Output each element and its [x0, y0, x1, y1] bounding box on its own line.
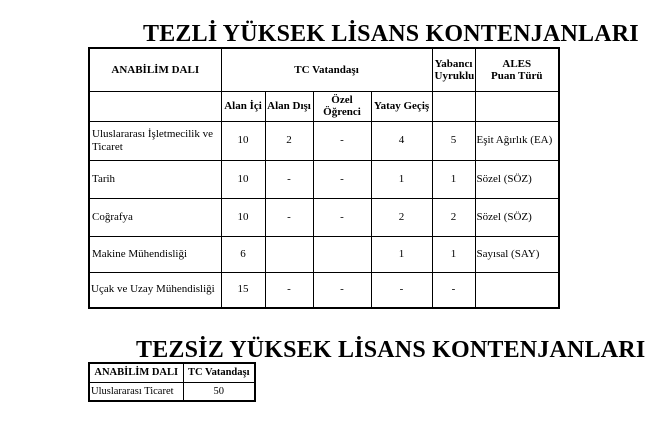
header-yatay-gecis: Yatay Geçiş: [371, 91, 432, 121]
cell-alan-ici: 10: [221, 198, 265, 236]
cell-yatay-gecis: 2: [371, 198, 432, 236]
cell-yabanci-uyruklu: 5: [432, 121, 475, 160]
cell-yabanci-uyruklu: 1: [432, 236, 475, 272]
cell-tc-vatandasi: 50: [183, 382, 255, 401]
cell-alan-ici: 10: [221, 160, 265, 198]
cell-alan-disi: [265, 236, 313, 272]
table-row: [89, 236, 559, 272]
cell-alan-disi: -: [265, 198, 313, 236]
cell-ozel-ogrenci: -: [313, 160, 371, 198]
header-empty-cell: [89, 91, 221, 121]
cell-yatay-gecis: -: [371, 272, 432, 308]
cell-anabilim-dali: Uluslararası Ticaret: [89, 382, 183, 401]
table-row: [89, 382, 255, 401]
tezli-section-title: TEZLİ YÜKSEK LİSANS KONTENJANLARI: [143, 21, 639, 47]
cell-ales-puan-turu: Sözel (SÖZ): [475, 160, 559, 198]
header-ales-puan-turu: ALES Puan Türü: [475, 48, 559, 91]
header-tc-vatandasi: TC Vatandaşı: [221, 48, 432, 91]
cell-alan-ici: 15: [221, 272, 265, 308]
header-alan-ici: Alan İçi: [221, 91, 265, 121]
header-row: [89, 363, 255, 382]
cell-alan-ici: 10: [221, 121, 265, 160]
cell-anabilim-dali: Makine Mühendisliği: [89, 236, 221, 272]
header-anabilim-dali: ANABİLİM DALI: [89, 363, 183, 382]
cell-alan-disi: -: [265, 272, 313, 308]
cell-alan-ici: 6: [221, 236, 265, 272]
cell-yabanci-uyruklu: 1: [432, 160, 475, 198]
cell-yabanci-uyruklu: -: [432, 272, 475, 308]
tezsiz-quota-table: [88, 362, 256, 402]
header-row-sub: [89, 91, 559, 121]
cell-yatay-gecis: 1: [371, 160, 432, 198]
cell-ales-puan-turu: [475, 272, 559, 308]
cell-ozel-ogrenci: -: [313, 272, 371, 308]
header-yabanci-uyruklu: Yabancı Uyruklu: [432, 48, 475, 91]
cell-ales-puan-turu: Sözel (SÖZ): [475, 198, 559, 236]
cell-yatay-gecis: 1: [371, 236, 432, 272]
tezli-quota-table: [88, 47, 560, 309]
cell-anabilim-dali: Coğrafya: [89, 198, 221, 236]
table-row: [89, 272, 559, 308]
cell-yabanci-uyruklu: 2: [432, 198, 475, 236]
header-ozel-ogrenci: Özel Öğrenci: [313, 91, 371, 121]
cell-ozel-ogrenci: -: [313, 198, 371, 236]
header-row-main: [89, 48, 559, 91]
tezsiz-section-title: TEZSİZ YÜKSEK LİSANS KONTENJANLARI: [136, 337, 646, 363]
table-row: [89, 198, 559, 236]
cell-yatay-gecis: 4: [371, 121, 432, 160]
cell-ales-puan-turu: Eşit Ağırlık (EA): [475, 121, 559, 160]
cell-anabilim-dali: Tarih: [89, 160, 221, 198]
cell-alan-disi: 2: [265, 121, 313, 160]
header-empty-cell: [475, 91, 559, 121]
cell-alan-disi: -: [265, 160, 313, 198]
table-row: [89, 160, 559, 198]
cell-ales-puan-turu: Sayısal (SAY): [475, 236, 559, 272]
cell-ozel-ogrenci: -: [313, 121, 371, 160]
cell-anabilim-dali: Uluslararası İşletmecilik ve Ticaret: [89, 121, 221, 160]
header-alan-disi: Alan Dışı: [265, 91, 313, 121]
header-empty-cell: [432, 91, 475, 121]
cell-anabilim-dali: Uçak ve Uzay Mühendisliği: [89, 272, 221, 308]
table-row: [89, 121, 559, 160]
header-tc-vatandasi: TC Vatandaşı: [183, 363, 255, 382]
cell-ozel-ogrenci: [313, 236, 371, 272]
header-anabilim-dali: ANABİLİM DALI: [89, 48, 221, 91]
